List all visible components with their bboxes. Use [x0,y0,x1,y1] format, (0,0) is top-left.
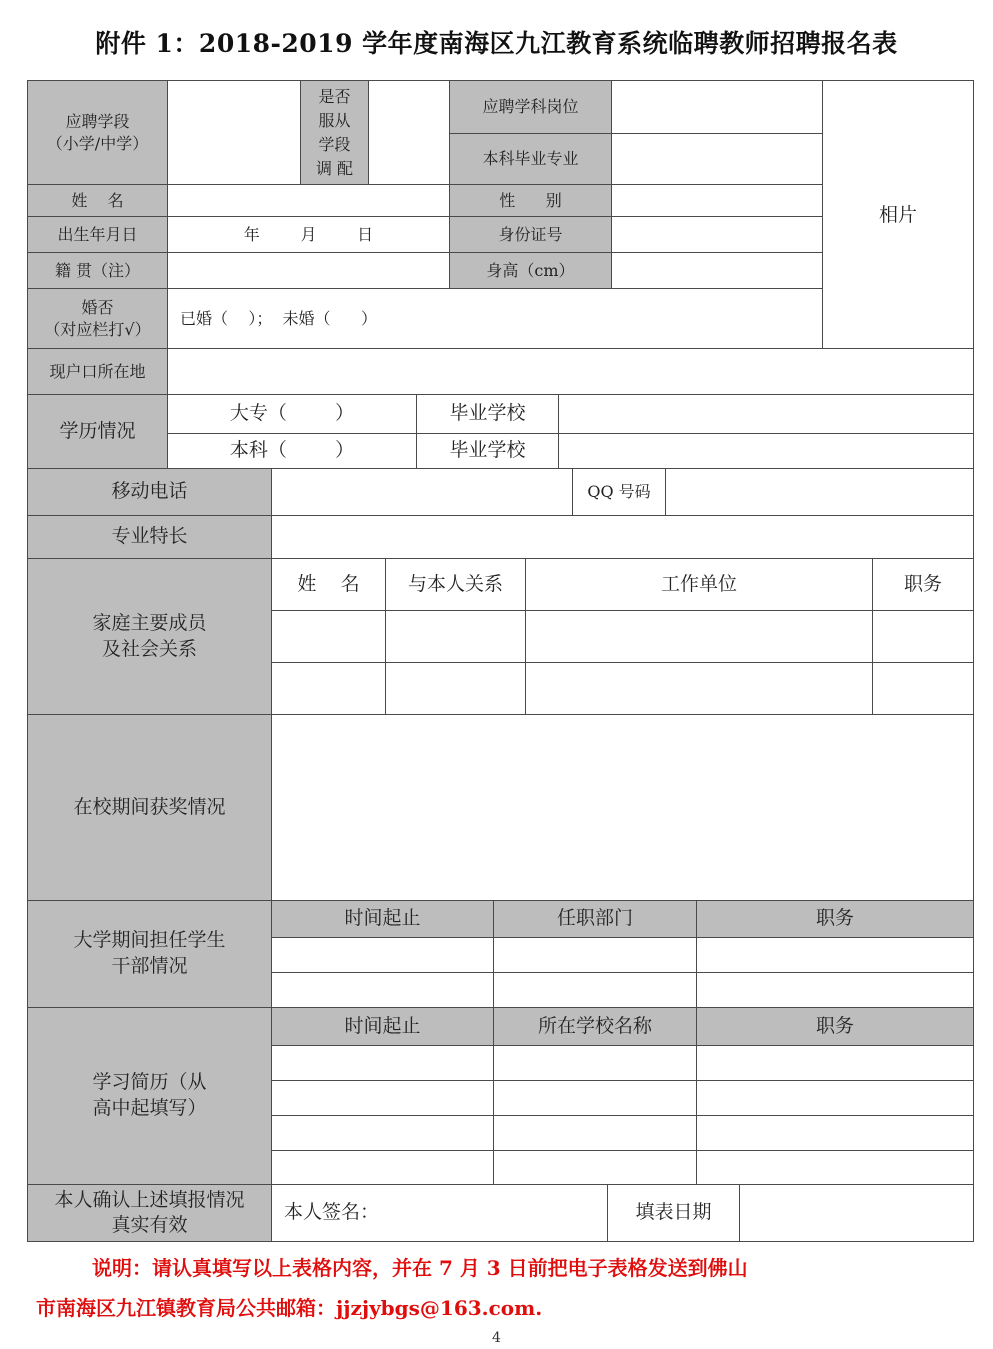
table-cell[interactable] [493,972,697,1008]
label-fill-date: 填表日期 [607,1184,740,1242]
form-title: 附件 1：2018-2019 学年度南海区九江教育系统临聘教师招聘报名表 [95,29,898,58]
header-resume-post: 职务 [696,1007,974,1046]
header-resume-school: 所在学校名称 [493,1007,697,1046]
field-fill-date[interactable] [739,1184,974,1242]
field-bachelor[interactable]: 本科（ ） [167,433,417,469]
table-cell[interactable] [525,610,873,663]
label-marital: 婚否 （对应栏打√） [27,288,168,349]
label-specialty: 专业特长 [27,515,272,559]
header-resume-time: 时间起止 [271,1007,494,1046]
field-marital[interactable]: 已婚（ ）； 未婚（ ） [167,288,823,349]
field-obey-allocation[interactable] [368,80,450,185]
field-signature[interactable]: 本人签名： [271,1184,608,1242]
field-specialty[interactable] [271,515,974,559]
label-obey-allocation: 是否 服从 学段 调 配 [300,80,369,185]
table-cell[interactable] [696,1115,974,1151]
field-height[interactable] [611,252,823,289]
label-grad-school-1: 毕业学校 [416,394,559,434]
field-stage[interactable] [167,80,301,185]
field-gender[interactable] [611,184,823,217]
note-line-2: 市南海区九江镇教育局公共邮箱：jjzjybgs@163.com. [36,1296,543,1320]
table-cell[interactable] [271,972,494,1008]
header-cadre-time: 时间起止 [271,900,494,938]
table-cell[interactable] [271,662,386,715]
page-number: 4 [492,1330,501,1346]
table-cell[interactable] [385,610,526,663]
header-family-relation: 与本人关系 [385,558,526,611]
table-cell[interactable] [525,662,873,715]
label-id-number: 身份证号 [449,216,612,253]
table-cell[interactable] [271,1150,494,1185]
field-mobile[interactable] [271,468,573,516]
table-cell[interactable] [271,1080,494,1116]
table-cell[interactable] [493,1115,697,1151]
field-major[interactable] [611,133,823,185]
label-qq: QQ 号码 [572,468,666,516]
field-awards[interactable] [271,714,974,901]
label-cadre: 大学期间担任学生 干部情况 [27,900,272,1008]
header-cadre-post: 职务 [696,900,974,938]
table-cell[interactable] [271,1115,494,1151]
table-cell[interactable] [872,662,974,715]
table-cell[interactable] [493,1150,697,1185]
header-cadre-dept: 任职部门 [493,900,697,938]
label-birth: 出生年月日 [27,216,168,253]
field-birth[interactable]: 年 月 日 [167,216,450,253]
photo-box[interactable]: 相片 [822,80,974,349]
table-cell[interactable] [493,1080,697,1116]
label-education: 学历情况 [27,394,168,469]
table-cell[interactable] [493,1045,697,1081]
table-cell[interactable] [696,1080,974,1116]
label-mobile: 移动电话 [27,468,272,516]
table-cell[interactable] [271,937,494,973]
label-native-place: 籍 贯（注） [27,252,168,289]
table-cell[interactable] [696,1150,974,1185]
table-cell[interactable] [385,662,526,715]
field-grad-school-1[interactable] [558,394,974,434]
field-name[interactable] [167,184,450,217]
field-native-place[interactable] [167,252,450,289]
field-qq[interactable] [665,468,974,516]
label-awards: 在校期间获奖情况 [27,714,272,901]
field-college[interactable]: 大专（ ） [167,394,417,434]
table-cell[interactable] [872,610,974,663]
table-cell[interactable] [696,972,974,1008]
header-family-name: 姓 名 [271,558,386,611]
label-gender: 性 别 [449,184,612,217]
field-hukou[interactable] [167,348,974,395]
label-stage: 应聘学段 （小学/中学） [27,80,168,185]
table-cell[interactable] [271,610,386,663]
label-hukou: 现户口所在地 [27,348,168,395]
label-subject-post: 应聘学科岗位 [449,80,612,134]
table-cell[interactable] [493,937,697,973]
table-cell[interactable] [696,937,974,973]
field-grad-school-2[interactable] [558,433,974,469]
field-subject-post[interactable] [611,80,823,134]
label-major: 本科毕业专业 [449,133,612,185]
label-grad-school-2: 毕业学校 [416,433,559,469]
header-family-post: 职务 [872,558,974,611]
header-family-work: 工作单位 [525,558,873,611]
label-height: 身高（cm） [449,252,612,289]
label-resume: 学习简历（从 高中起填写） [27,1007,272,1185]
label-confirm: 本人确认上述填报情况 真实有效 [27,1184,272,1242]
field-id-number[interactable] [611,216,823,253]
table-cell[interactable] [696,1045,974,1081]
table-cell[interactable] [271,1045,494,1081]
label-name: 姓 名 [27,184,168,217]
label-family: 家庭主要成员 及社会关系 [27,558,272,715]
note-line-1: 说明：请认真填写以上表格内容，并在 7 月 3 日前把电子表格发送到佛山 [92,1256,748,1280]
